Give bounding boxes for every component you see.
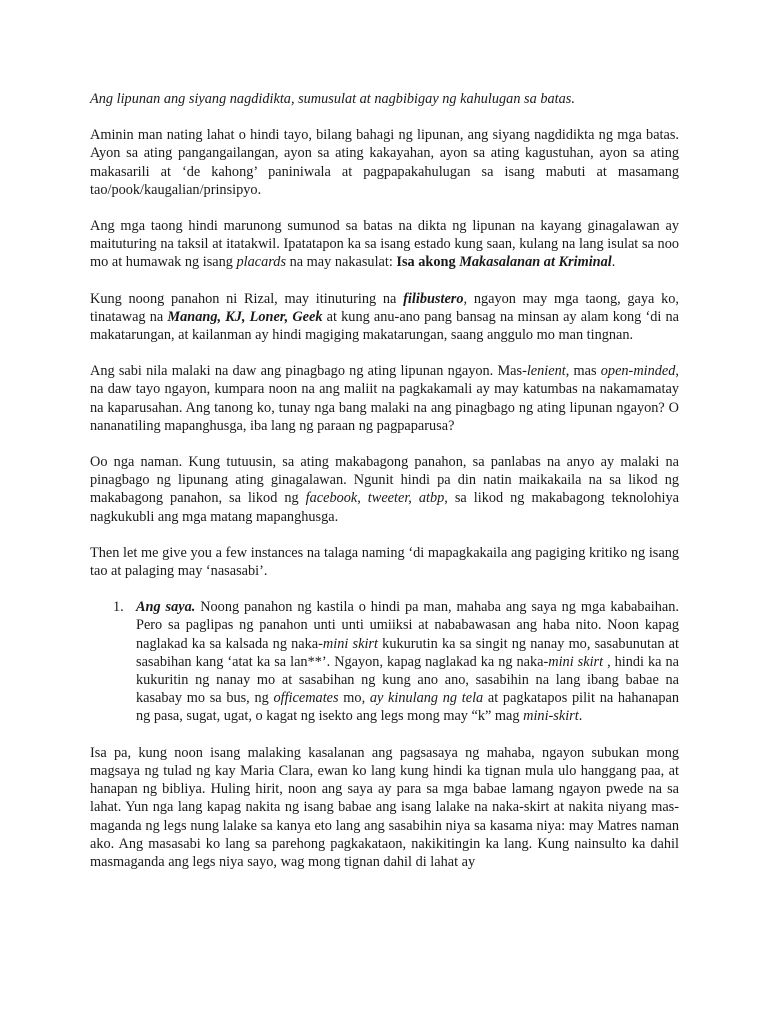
sign-text-emphasis: Makasalanan at Kriminal [459,254,612,271]
paragraph-4: Ang sabi nila malaki na daw ang pinagbago ng ating lipunan ngayon. Mas-lenient, mas open-minded, na daw tayo ngayon, kumpara noon na ang maliit na pagkakamali ay may katumbas na nakamamatay na kaparusahan. Ang tanong ko, tunay nga bang malaki na ang pinagbago ng ating lipunan ngayon? O nananatiling mapanghusga, iba lang ng paraan ng pagpaparusa? [90,363,679,434]
numbered-list [90,598,679,725]
list-item [90,598,679,725]
social-media-term: facebook, tweeter, atbp [305,490,445,507]
lenient-term: lenient [526,363,566,380]
list-item-body: Ang saya. Noong panahon ng kastila o hindi pa man, mahaba ang saya ng mga kababaihan. Pero sa paglipas ng panahon unti unti umiiksi at nababawasan ang haba nito. Noon kapag naglakad ka sa kalsada ng naka-mini skirt kukurutin ka sa singit ng nanay mo, sasabunutan at sasabihan kang ‘atat ka sa lan**’. Ngayon, kapag naglakad ka ng naka-mini skirt , hindi ka na kukuritin ng nanay mo at sasabihan ng kung ano ano, sasabihin na lang ibang babae na kasabay mo sa bus, ng officemates mo, ay kinulang ng tela at pagkatapos pilit na hahanapan ng pasa, sugat, ugat, o kagat ng isekto ang legs mong may “k” mag mini-skirt. [136,599,680,725]
document-title: Ang lipunan ang siyang nagdidikta, sumusulat at nagbibigay ng kahulugan sa batas. [90,91,575,107]
placards-term: placards [236,254,287,271]
labels-term: Manang, KJ, Loner, Geek [167,308,323,325]
filibustero-term: filibustero [403,290,464,307]
sign-text: Isa akong [396,254,460,271]
paragraph-5: Oo nga naman. Kung tutuusin, sa ating makabagong panahon, sa panlabas na anyo ay malaki na pinagbago ng lipunang ating ginagalawan. Ngunit hindi pa din natin maikakaila na sa likod ng makabagong panahon, sa likod ng facebook, tweeter, atbp, sa likod ng makabagong teknolohiya nagkukubli ang mga matang mapanghusga. [90,454,679,525]
list-number: 1. [113,599,124,616]
document-page [90,90,679,889]
open-minded-term: open-minded [600,363,676,380]
list-item-heading: Ang saya. [136,599,196,616]
paragraph-2: Ang mga taong hindi marunong sumunod sa batas na dikta ng lipunan na kayang ginagalawan ay maituturing na taksil at itatakwil. Ipatatapon ka sa isang estado kung saan, kulang na lang isulat sa noo mo at humawak ng isang placards na may nakasulat: Isa akong Makasalanan at Kriminal. [90,218,679,271]
paragraph-1: Aminin man nating lahat o hindi tayo, bilang bahagi ng lipunan, ang siyang nagdidikta ng mga batas. Ayon sa ating pangangailangan, ayon sa ating kakayahan, ayon sa ating kagustuhan, ayon sa ating makasarili at ‘de kahong’ paniniwala at pagpapakahulugan sa isang mabuti at masamang tao/pook/kaugalian/prinsipyo. [90,127,679,198]
paragraph-6: Then let me give you a few instances na talaga naming ‘di mapagkakaila ang pagiging kritiko ng isang tao at palaging may ‘nasasabi’. [90,544,679,580]
paragraph-7: Isa pa, kung noon isang malaking kasalanan ang pagsasaya ng mahaba, ngayon subukan mong magsaya ng tulad ng kay Maria Clara, ewan ko lang kung hindi ka tignan mula ulo hanggang paa, at hanapan ng bibliya. Huling hirit, noon ang saya ay para sa mga babae lamang ngayon pwede na sa lahat. Yun nga lang kapag nakita ng isang babae ang isang lalake na naka-skirt at nakita niyang mas-maganda ng legs nung lalake sa kanya eto lang ang sasabihin niya sa kasama niya: may Matres naman ako. Ang masasabi ko lang sa parehong pagkakataon, nakikitingin ka lang. Kung nainsulto ka dahil masmaganda ang legs niya sayo, wag mong tignan dahil di lahat ay [90,744,679,870]
paragraph-3: Kung noong panahon ni Rizal, may itinuturing na filibustero, ngayon may mga taong, gaya ko, tinatawag na Manang, KJ, Loner, Geek at kung anu-ano pang bansag na minsan ay alam kong ‘di na makatarungan, at kailanman ay hindi magiging makatarungan, saang anggulo mo man tingnan. [90,290,679,344]
